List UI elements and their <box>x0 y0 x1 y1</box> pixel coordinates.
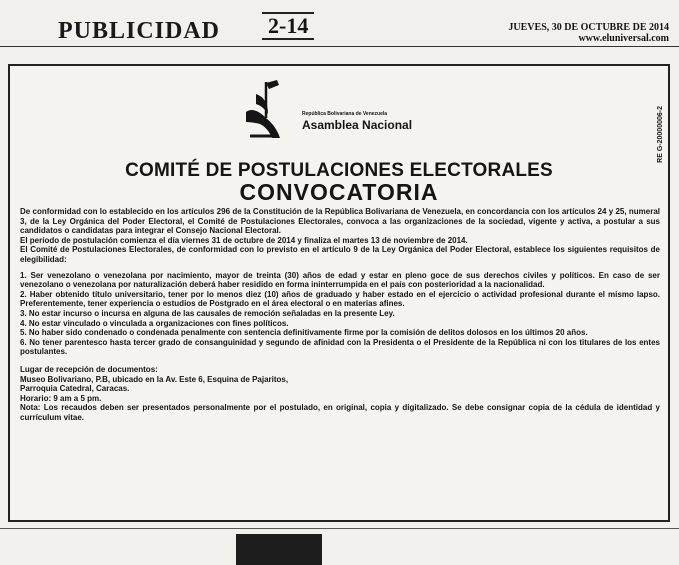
intro-paragraph: De conformidad con lo establecido en los artículos 296 de la Constitución de la República Bolivariana de Venezuela, en concordancia con los artículos 24 y 25, numeral 3, de la Ley Orgánica del Poder Electoral, el Comité de Postulaciones Electorales, convoca a las organizaciones de la sociedad, vigente y activa, a postular a sus candidatos o candidatas para integrar el Consejo Nacional Electoral. <box>20 207 660 236</box>
issue-date: JUEVES, 30 DE OCTUBRE DE 2014 <box>508 22 669 33</box>
period-paragraph: El período de postulación comienza el día viernes 31 de octubre de 2014 y finaliza el martes 13 de noviembre de 2014. <box>20 235 468 245</box>
location-label: Lugar de recepción de documentos: <box>20 364 158 374</box>
requirements-intro: El Comité de Postulaciones Electorales, de conformidad con lo previsto en el artículo 9 de la Ley Orgánica del Poder Electoral, establece los siguientes requisitos de elegibilidad: <box>20 245 660 264</box>
note: Nota: Los recaudos deben ser presentados personalmente por el postulado, en original, copia y digitalizado. Se debe consignar copia de la cédula de identidad y currículum vitae. <box>20 403 660 422</box>
footer-divider <box>0 528 679 529</box>
requirement-item: 6. No tener parentesco hasta tercer grado de consanguinidad y segundo de afinidad con la Presidenta o el Presidente de la República ni con los titulares de los entes postulantes. <box>20 337 660 357</box>
institution-country: República Bolivariana de Venezuela <box>302 111 388 117</box>
section-title: PUBLICIDAD <box>58 18 221 44</box>
convocation-title: CONVOCATORIA <box>239 179 439 205</box>
issue-date-block <box>508 22 669 44</box>
asamblea-nacional-logo-icon <box>242 78 282 146</box>
registration-code: RE G-20000006-2 <box>657 106 664 163</box>
announcement-body <box>20 207 660 422</box>
footer-block <box>236 534 322 565</box>
institution-header <box>302 112 412 131</box>
requirement-item: 2. Haber obtenido título universitario, tener por lo menos diez (10) años de graduado y haber estado en el ejercicio o actividad profesional durante el mismo lapso. Preferentemente, tener experiencia o estudios de Postgrado en el área electoral o en materias afines. <box>20 289 660 309</box>
institution-name: Asamblea Nacional <box>302 118 413 132</box>
requirement-item: 1. Ser venezolano o venezolana por nacimiento, mayor de treinta (30) años de edad y estar en pleno goce de sus derechos civiles y políticos. En caso de ser venezolano o venezolana por naturalización deberá haber residido en forma ininterrumpida en el país con posterioridad a la nacionalidad. <box>20 270 660 290</box>
requirement-item: 3. No estar incurso o incursa en alguna de las causales de remoción señaladas en la presente Ley. <box>20 308 395 318</box>
header-divider <box>0 46 679 47</box>
committee-title: COMITÉ DE POSTULACIONES ELECTORALES <box>125 160 553 181</box>
requirements-list <box>20 271 660 357</box>
location-address: Museo Bolivariano, P.B, ubicado en la Av. Este 6, Esquina de Pajaritos, <box>20 374 289 384</box>
announcement-box <box>8 64 670 522</box>
requirement-item: 5. No haber sido condenado o condenada penalmente con sentencia definitivamente firme por la comisión de delitos dolosos en los últimos 20 años. <box>20 328 588 338</box>
page-number: 2-14 <box>262 12 314 40</box>
schedule: Horario: 9 am a 5 pm. <box>20 393 102 403</box>
location-parish: Parroquia Catedral, Caracas. <box>20 384 130 394</box>
requirement-item: 4. No estar vinculado o vinculada a organizaciones con fines políticos. <box>20 318 289 328</box>
newspaper-header <box>0 0 679 46</box>
website-link[interactable]: www.eluniversal.com <box>578 33 669 44</box>
